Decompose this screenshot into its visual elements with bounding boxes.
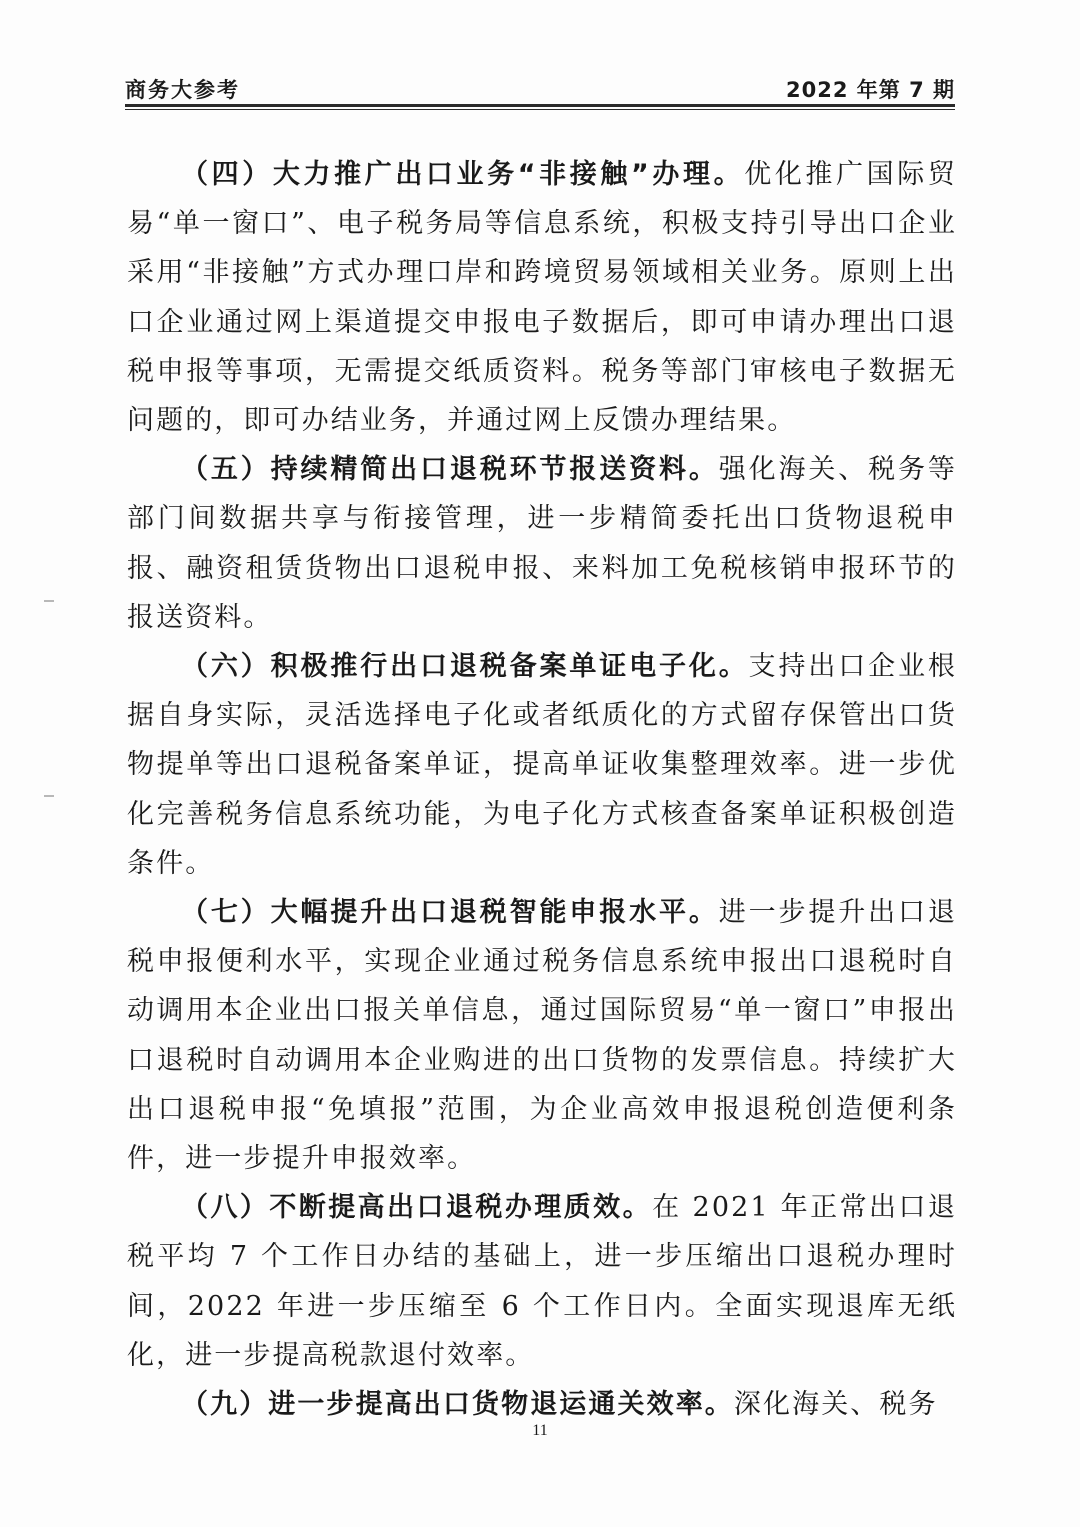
- paragraph-5: [127, 445, 957, 642]
- paragraph-heading: （五）持续精简出口退税环节报送资料。: [181, 454, 719, 486]
- paragraph-6: [127, 642, 957, 888]
- paragraph-text: 深化海关、税务: [733, 1389, 938, 1421]
- paragraph-8: [127, 1183, 957, 1380]
- paragraph-heading: （六）积极推行出口退税备案单证电子化。: [181, 651, 749, 683]
- running-header: [125, 68, 955, 108]
- paragraph-heading: （九）进一步提高出口货物退运通关效率。: [181, 1389, 734, 1421]
- paragraph-text: 在 2021 年正常出口退税平均 7 个工作日办结的基础上，进一步压缩出口退税办理时间，2022 年进一步压缩至 6 个工作日内。全面实现退库无纸化，进一步提高税款退付效率。: [127, 1192, 957, 1371]
- paragraph-text: 支持出口企业根据自身实际，灵活选择电子化或者纸质化的方式留存保管出口货物提单等出口退税备案单证，提高单证收集整理效率。进一步优化完善税务信息系统功能，为电子化方式核查备案单证积极创造条件。: [127, 651, 957, 879]
- paragraph-heading: （八）不断提高出口退税办理质效。: [181, 1192, 653, 1224]
- page-number: 11: [532, 1422, 548, 1439]
- header-rule-thin: [125, 109, 955, 110]
- paragraph-heading: （四）大力推广出口业务“非接触”办理。: [181, 159, 745, 190]
- paragraph-text: 强化海关、税务等部门间数据共享与衔接管理，进一步精简委托出口货物退税申报、融资租赁货物出口退税申报、来料加工免税核销申报环节的报送资料。: [127, 454, 957, 633]
- paragraph-7: [127, 888, 957, 1183]
- paragraph-text: 优化推广国际贸易“单一窗口”、电子税务局等信息系统，积极支持引导出口企业采用“非接触”方式办理口岸和跨境贸易领域相关业务。原则上出口企业通过网上渠道提交申报电子数据后，即可申请办理出口退税申报等事项，无需提交纸质资料。税务等部门审核电子数据无问题的，即可办结业务，并通过网上反馈办理结果。: [127, 159, 958, 437]
- paragraph-heading: （七）大幅提升出口退税智能申报水平。: [181, 897, 719, 929]
- issue-number: 2022 年第 7 期: [786, 78, 955, 102]
- article-body: [127, 150, 957, 1429]
- paragraph-text: 进一步提升出口退税申报便利水平，实现企业通过税务信息系统申报出口退税时自动调用本企业出口报关单信息，通过国际贸易“单一窗口”申报出口退税时自动调用本企业购进的出口货物的发票信息。持续扩大出口退税申报“免填报”范围，为企业高效申报退税创造便利条件，进一步提升申报效率。: [127, 897, 957, 1175]
- header-rule-thick: [125, 104, 955, 107]
- scan-margin-mark: [44, 795, 54, 797]
- paragraph-4: [127, 150, 957, 445]
- publication-title: 商务大参考: [125, 78, 240, 102]
- scan-margin-mark: [44, 600, 54, 602]
